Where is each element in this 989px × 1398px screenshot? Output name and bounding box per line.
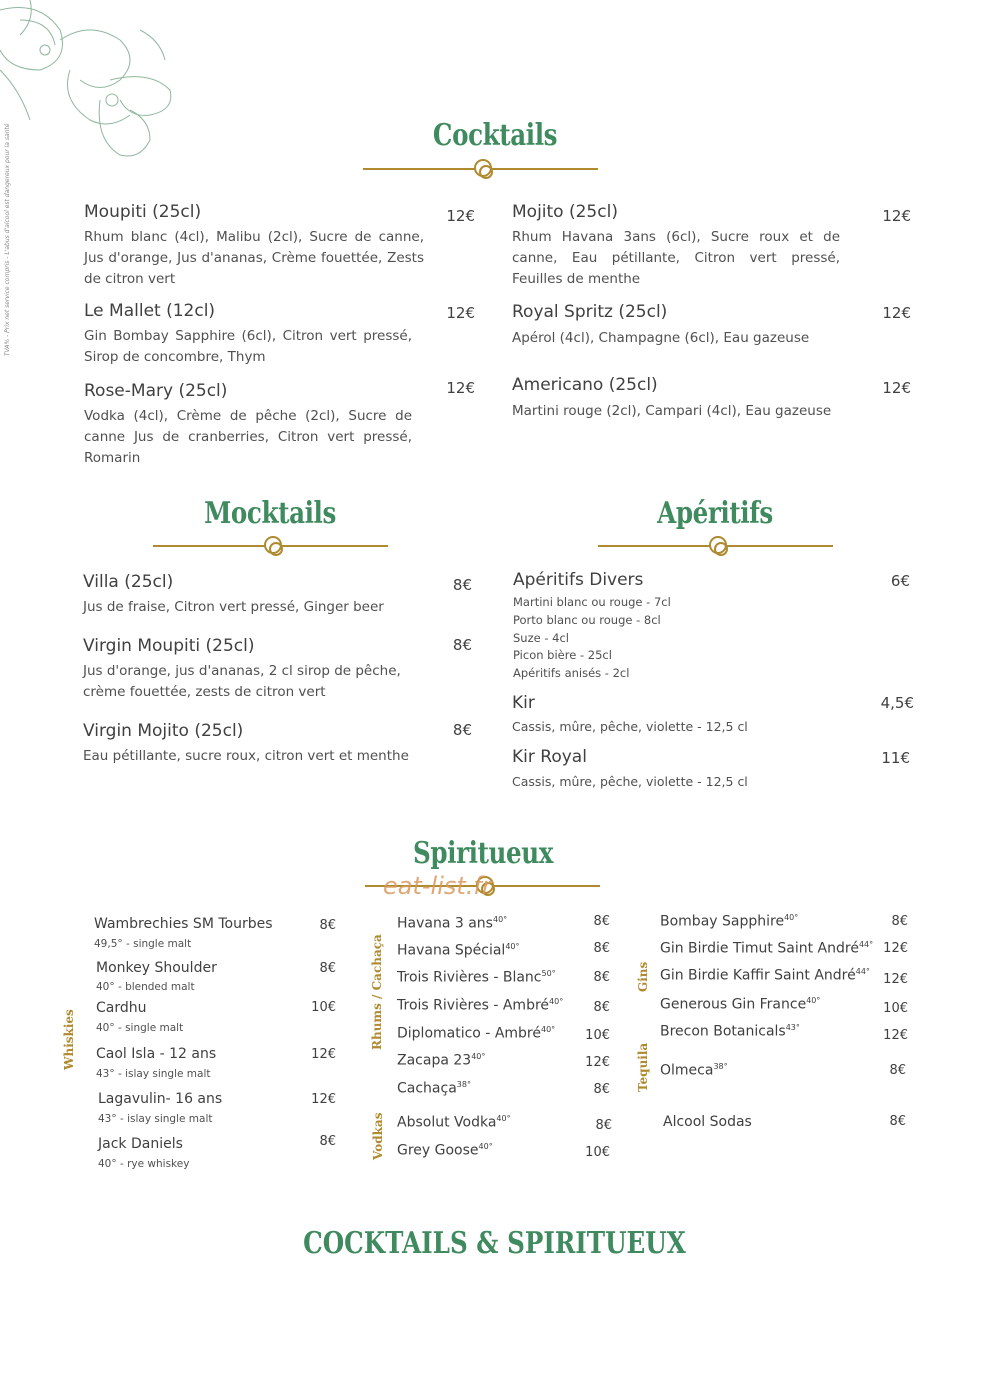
- vodkas-label: Vodkas: [371, 1112, 385, 1160]
- flower-illustration: [0, 0, 200, 165]
- rhums-label: Rhums / Cachaça: [370, 934, 384, 1050]
- spiritueux-title: Spiritueux: [413, 836, 553, 871]
- watermark-text: eat-list.fr: [383, 872, 492, 900]
- mocktails-ornament: [153, 534, 388, 558]
- mocktails-title: Mocktails: [204, 496, 336, 531]
- whiskies-label: Whiskies: [62, 1009, 76, 1070]
- footer-title: COCKTAILS & SPIRITUEUX: [303, 1226, 686, 1261]
- legal-note: TVA% - Prix net service compris - L'abus d'alcool est dangereux pour la santé: [4, 123, 11, 356]
- aperitifs-title: Apéritifs: [657, 496, 773, 531]
- tequila-label: Tequila: [636, 1042, 650, 1092]
- gins-label: Gins: [636, 961, 650, 992]
- aperitifs-ornament: [598, 534, 833, 558]
- cocktails-ornament: [363, 157, 598, 181]
- cocktails-title: Cocktails: [432, 118, 558, 153]
